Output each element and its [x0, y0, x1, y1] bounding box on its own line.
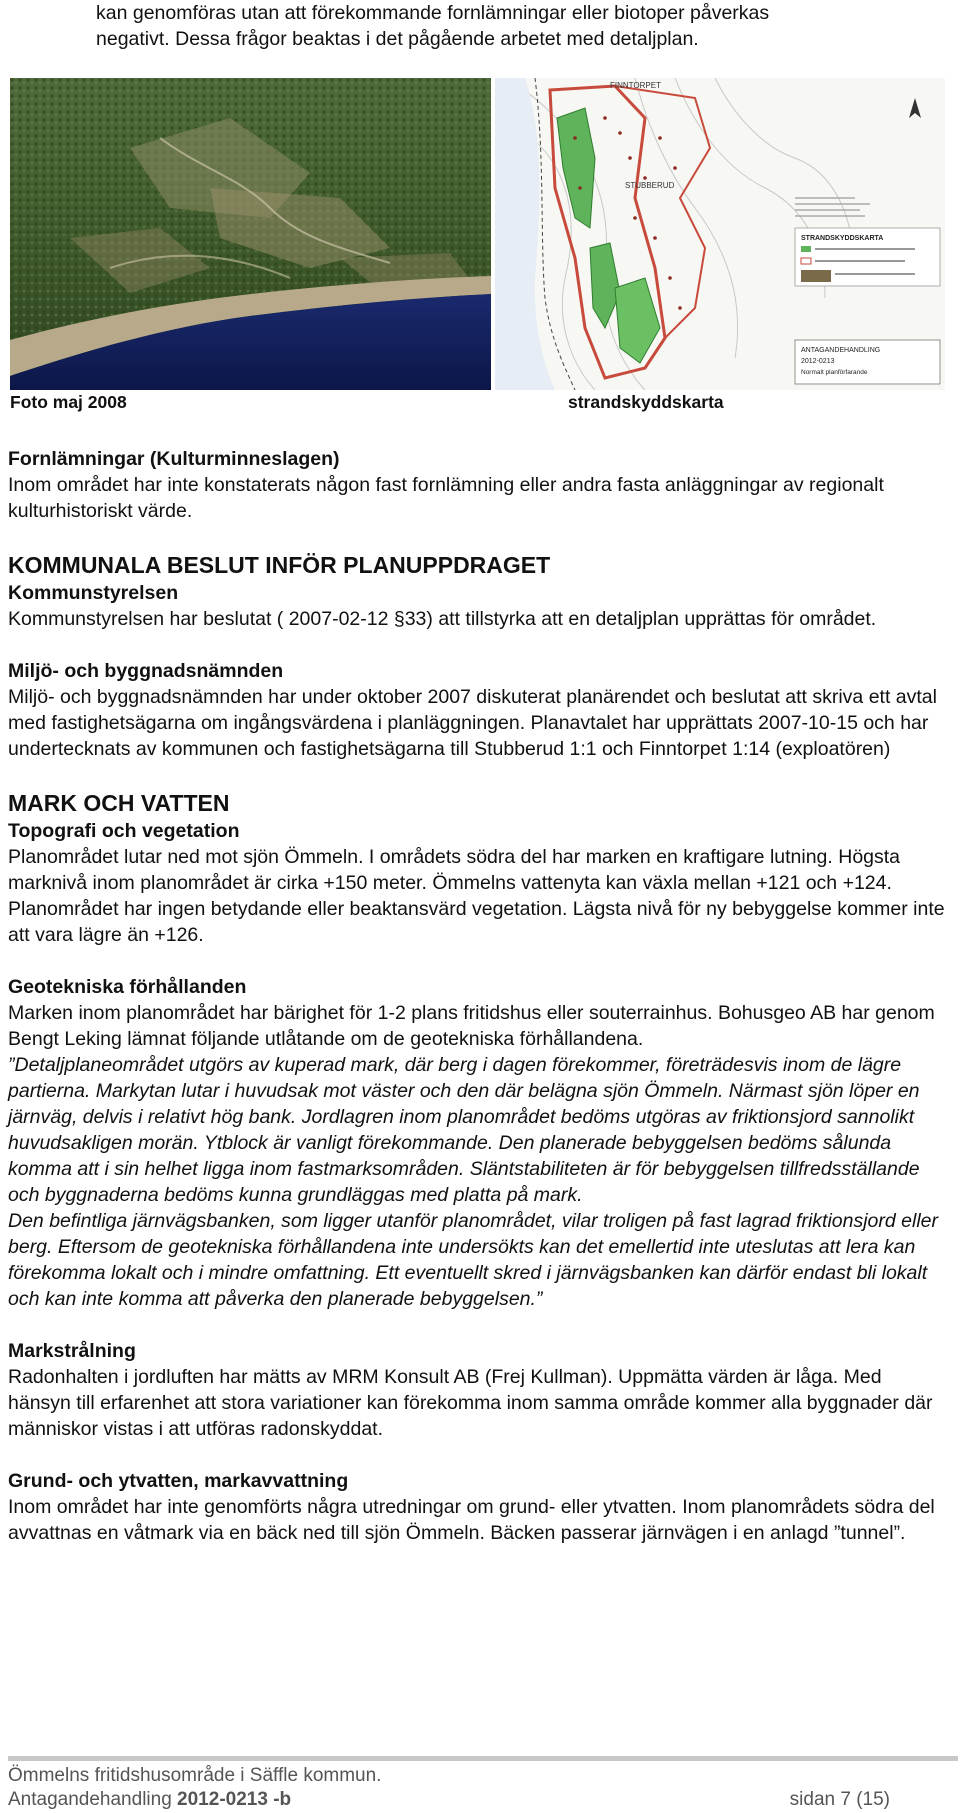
geoteknik-quote-1: ”Detaljplaneområdet utgörs av kuperad mark, där berg i dagen förekommer, företrädesvis inom de lägre partierna. Markytan lutar i huvudsak mot väster och den där belägna sjön Ömmeln. Närmast sjön löper en järnväg, delvis i relativt hög bank. Jordlagren inom planområdet bedöms utgöras av friktionsjord sannolikt huvudsakligen morän. Ytblock är vanligt förekommande. Den planerade bebyggelsen bedöms sålunda komma att i sin helhet ligga inom fastmarksområden. Släntstabiliteten är för bebyggelsen tillfredsställande och byggnaderna bedöms kunna grundläggas med platta på mark. — [8, 1054, 920, 1206]
mark-och-vatten-heading: MARK OCH VATTEN — [8, 790, 230, 816]
map-stamp-line-1: ANTAGANDEHANDLING — [801, 347, 881, 354]
map-caption: strandskyddskarta — [568, 392, 724, 412]
fornlamningar-heading: Fornlämningar (Kulturminneslagen) — [8, 448, 340, 470]
map-label-finntorpet: FINNTORPET — [610, 81, 661, 90]
figure-row — [10, 78, 945, 390]
geoteknik-text: Marken inom planområdet har bärighet för 1-2 plans fritidshus eller souterrainhus. Bohusgeo AB har genom Bengt Leking lämnat följande utlåtande om de geotekniska förhållandena. — [8, 1002, 935, 1050]
kommunala-beslut-heading: KOMMUNALA BESLUT INFÖR PLANUPPDRAGET — [8, 552, 551, 578]
miljo-bygg-heading: Miljö- och byggnadsnämnden — [8, 660, 284, 682]
map-legend-title: STRANDSKYDDSKARTA — [801, 235, 884, 242]
map-stamp-line-2: 2012-0213 — [801, 358, 835, 365]
grundvatten-text: Inom området har inte genomförts några utredningar om grund- eller ytvatten. Inom planområdets södra del avvattnas en våtmark via en bäck ned till sjön Ömmeln. Bäcken passerar järnvägen i en anlagd ”tunnel”. — [8, 1496, 935, 1544]
shoreline-protection-map — [495, 78, 945, 390]
topografi-text: Planområdet lutar ned mot sjön Ömmeln. I områdets södra del har marken en kraftigare lutning. Högsta marknivå inom planområdet är cirka +150 meter. Ömmelns vattenyta kan växla mellan +121 och +124. Planområdet har ingen betydande eller beaktansvärd vegetation. Lägsta nivå för ny bebyggelse kommer inte att vara lägre än +126. — [8, 846, 945, 946]
kommunstyrelsen-text: Kommunstyrelsen har beslutat ( 2007-02-12 §33) att tillstyrka att en detaljplan upprättas för området. — [8, 608, 877, 630]
photo-caption: Foto maj 2008 — [10, 392, 127, 412]
page-number: sidan 7 (15) — [789, 1789, 890, 1810]
footer-divider — [8, 1756, 958, 1761]
map-stamp-line-3: Normalt planförfarande — [801, 369, 868, 376]
main-content — [8, 446, 948, 1546]
map-label-stubberud: STUBBERUD — [625, 181, 675, 190]
footer-doc-type: Antagandehandling — [8, 1789, 178, 1810]
geoteknik-heading: Geotekniska förhållanden — [8, 976, 247, 998]
footer-doc-code: 2012-0213 -b — [177, 1789, 292, 1810]
intro-paragraph — [96, 0, 936, 52]
intro-line-1: kan genomföras utan att förekommande fornlämningar eller biotoper påverkas — [96, 2, 770, 24]
grundvatten-heading: Grund- och ytvatten, markavvattning — [8, 1470, 349, 1492]
markstralning-text: Radonhalten i jordluften har mätts av MRM Konsult AB (Frej Kullman). Uppmätta värden är låga. Med hänsyn till erfarenhet att stora variationer kan förekomma inom samma område kommer alla byggnader där människor vistas i att utföras radonskyddat. — [8, 1366, 933, 1440]
aerial-photo — [10, 78, 491, 390]
markstralning-heading: Markstrålning — [8, 1340, 136, 1362]
geoteknik-quote-2: Den befintliga järnvägsbanken, som ligger utanför planområdet, vilar troligen på fast lagrad friktionsjord eller berg. Eftersom de geotekniska förhållandena inte undersökts kan det emellertid inte uteslutas att lera kan förekomma lokalt och i mindre omfattning. Ett eventuellt skred i järnvägsbanken kan därför endast bli lokalt och kan inte komma att påverka den planerade bebyggelsen.” — [8, 1210, 939, 1310]
kommunstyrelsen-heading: Kommunstyrelsen — [8, 582, 179, 604]
footer-project-name: Ömmelns fritidshusområde i Säffle kommun. — [8, 1765, 382, 1786]
footer-document-id — [8, 1789, 291, 1811]
miljo-bygg-text: Miljö- och byggnadsnämnden har under oktober 2007 diskuterat planärendet och beslutat att skriva ett avtal med fastighetsägarna om ingångsvärdena i planläggningen. Planavtalet har upprättats 2007-10-15 och har undertecknats av kommunen och fastighetsägarna till Stubberud 1:1 och Finntorpet 1:14 (exploatören) — [8, 686, 937, 760]
topografi-heading: Topografi och vegetation — [8, 820, 240, 842]
intro-line-2: negativt. Dessa frågor beaktas i det pågående arbetet med detaljplan. — [96, 28, 699, 50]
fornlamningar-text: Inom området har inte konstaterats någon fast fornlämning eller andra fasta anläggningar av regionalt kulturhistoriskt värde. — [8, 474, 884, 522]
